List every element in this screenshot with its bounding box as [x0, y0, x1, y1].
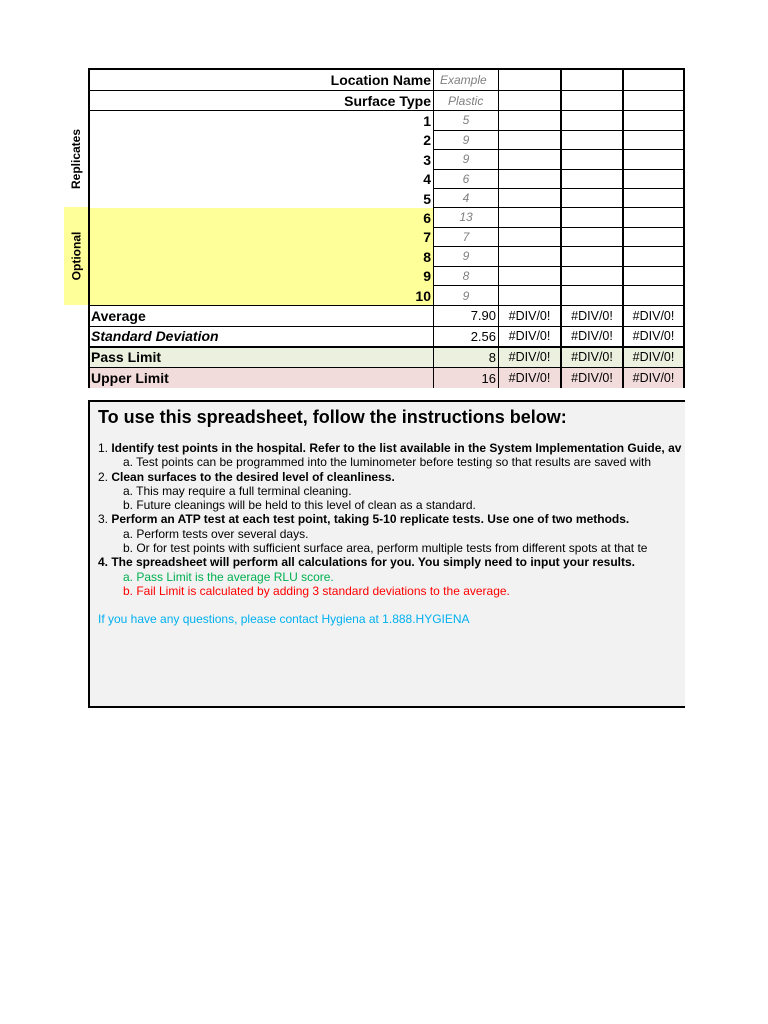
instruction-step-2b: b. Future cleanings will be held to this level of clean as a standard.	[123, 498, 476, 512]
replicate-cell[interactable]	[499, 247, 562, 267]
surface-type-cell-3[interactable]	[562, 91, 624, 111]
replicate-example[interactable]: 13	[434, 208, 499, 228]
surface-type-example[interactable]: Plastic	[434, 91, 499, 111]
replicate-example[interactable]: 5	[434, 111, 499, 131]
instruction-step-3: 3. Perform an ATP test at each test point, taking 5-10 replicate tests. Use one of two methods.	[98, 512, 630, 526]
replicate-cell[interactable]	[499, 286, 562, 306]
instruction-step-1: 1. Identify test points in the hospital. Refer to the list available in the System Implementation Guide, av	[98, 441, 682, 455]
average-value: #DIV/0!	[624, 306, 685, 327]
replicate-cell[interactable]	[499, 267, 562, 287]
instruction-step-4: 4. The spreadsheet will perform all calculations for you. You simply need to input your results.	[98, 555, 636, 569]
replicate-example[interactable]: 9	[434, 131, 499, 151]
replicate-label: 7	[90, 228, 434, 248]
standard-deviation-label: Standard Deviation	[90, 327, 434, 348]
table-row-replicate-5	[90, 189, 685, 208]
average-value: #DIV/0!	[562, 306, 624, 327]
pass-limit-example-value: 8	[434, 348, 499, 369]
surface-type-cell-2[interactable]	[499, 91, 562, 111]
instructions-panel	[88, 400, 685, 708]
replicate-cell[interactable]	[499, 170, 562, 190]
table-row-replicate-9	[90, 267, 685, 287]
replicate-cell[interactable]	[562, 111, 624, 131]
location-name-cell-3[interactable]	[562, 70, 624, 91]
surface-type-cell-4[interactable]	[624, 91, 685, 111]
replicate-example[interactable]: 8	[434, 267, 499, 287]
replicate-cell[interactable]	[499, 111, 562, 131]
location-name-cell-2[interactable]	[499, 70, 562, 91]
replicate-cell[interactable]	[562, 170, 624, 190]
upper-limit-example-value: 16	[434, 368, 499, 388]
table-row-replicate-8	[90, 247, 685, 267]
table-row-pass-limit	[90, 348, 685, 369]
replicate-cell[interactable]	[624, 228, 685, 248]
replicate-cell[interactable]	[624, 111, 685, 131]
average-example-value: 7.90	[434, 306, 499, 327]
replicate-cell[interactable]	[624, 247, 685, 267]
table-row-upper-limit	[90, 368, 685, 388]
replicate-cell[interactable]	[562, 247, 624, 267]
instruction-step-1a: a. Test points can be programmed into the luminometer before testing so that results are saved with	[123, 455, 652, 469]
replicate-cell[interactable]	[624, 267, 685, 287]
standard-deviation-value: #DIV/0!	[562, 327, 624, 348]
replicate-cell[interactable]	[624, 189, 685, 208]
replicate-cell[interactable]	[562, 208, 624, 228]
table-row-replicate-6	[90, 208, 685, 228]
table-row-replicate-7	[90, 228, 685, 248]
replicate-label: 2	[90, 131, 434, 151]
replicate-label: 4	[90, 170, 434, 190]
replicate-example[interactable]: 9	[434, 286, 499, 306]
pass-limit-label: Pass Limit	[90, 348, 434, 369]
replicate-cell[interactable]	[499, 150, 562, 170]
instruction-step-2a: a. This may require a full terminal cleaning.	[123, 484, 352, 498]
replicate-cell[interactable]	[499, 228, 562, 248]
instruction-step-4b: b. Fail Limit is calculated by adding 3 standard deviations to the average.	[123, 584, 510, 598]
replicate-example[interactable]: 4	[434, 189, 499, 208]
location-name-example[interactable]: Example	[434, 70, 499, 91]
replicate-cell[interactable]	[562, 189, 624, 208]
replicate-cell[interactable]	[562, 150, 624, 170]
replicate-cell[interactable]	[624, 131, 685, 151]
replicate-label: 5	[90, 189, 434, 208]
location-name-cell-4[interactable]	[624, 70, 685, 91]
instruction-step-4a: a. Pass Limit is the average RLU score.	[123, 570, 334, 584]
contact-text: If you have any questions, please contact Hygiena at 1.888.HYGIENA	[98, 612, 470, 626]
replicate-example[interactable]: 9	[434, 247, 499, 267]
upper-limit-value: #DIV/0!	[499, 368, 562, 388]
replicate-cell[interactable]	[624, 150, 685, 170]
replicate-cell[interactable]	[562, 267, 624, 287]
standard-deviation-value: #DIV/0!	[499, 327, 562, 348]
table-row-replicate-1	[90, 111, 685, 131]
replicate-cell[interactable]	[499, 208, 562, 228]
replicate-cell[interactable]	[562, 131, 624, 151]
standard-deviation-example-value: 2.56	[434, 327, 499, 348]
table-row-location-name	[90, 70, 685, 91]
instructions-title: To use this spreadsheet, follow the instructions below:	[98, 407, 567, 427]
surface-type-label: Surface Type	[90, 91, 434, 111]
instruction-step-3b: b. Or for test points with sufficient surface area, perform multiple tests from different spots at that te	[123, 541, 648, 555]
standard-deviation-value: #DIV/0!	[624, 327, 685, 348]
replicate-label: 10	[90, 286, 434, 306]
replicate-example[interactable]: 6	[434, 170, 499, 190]
upper-limit-label: Upper Limit	[90, 368, 434, 388]
table-row-replicate-10	[90, 286, 685, 306]
average-value: #DIV/0!	[499, 306, 562, 327]
upper-limit-value: #DIV/0!	[624, 368, 685, 388]
replicate-cell[interactable]	[624, 208, 685, 228]
location-name-label: Location Name	[90, 70, 434, 91]
replicate-table	[88, 68, 685, 388]
replicates-side-label: Replicates	[69, 128, 83, 189]
replicate-label: 6	[90, 208, 434, 228]
average-label: Average	[90, 306, 434, 327]
instruction-step-3a: a. Perform tests over several days.	[123, 527, 309, 541]
replicate-cell[interactable]	[562, 228, 624, 248]
pass-limit-value: #DIV/0!	[499, 348, 562, 369]
replicate-example[interactable]: 7	[434, 228, 499, 248]
replicate-label: 9	[90, 267, 434, 287]
replicate-cell[interactable]	[562, 286, 624, 306]
table-row-replicate-4	[90, 170, 685, 190]
replicate-cell[interactable]	[624, 286, 685, 306]
table-row-replicate-3	[90, 150, 685, 170]
pass-limit-value: #DIV/0!	[562, 348, 624, 369]
replicate-label: 8	[90, 247, 434, 267]
replicate-label: 3	[90, 150, 434, 170]
upper-limit-value: #DIV/0!	[562, 368, 624, 388]
table-row-average	[90, 306, 685, 327]
pass-limit-value: #DIV/0!	[624, 348, 685, 369]
optional-side-label: Optional	[64, 207, 88, 305]
instruction-step-2: 2. Clean surfaces to the desired level of cleanliness.	[98, 470, 395, 484]
table-row-standard-deviation	[90, 327, 685, 348]
replicate-cell[interactable]	[624, 170, 685, 190]
replicate-cell[interactable]	[499, 131, 562, 151]
replicate-cell[interactable]	[499, 189, 562, 208]
table-row-replicate-2	[90, 131, 685, 151]
table-row-surface-type	[90, 91, 685, 111]
replicate-example[interactable]: 9	[434, 150, 499, 170]
replicate-label: 1	[90, 111, 434, 131]
